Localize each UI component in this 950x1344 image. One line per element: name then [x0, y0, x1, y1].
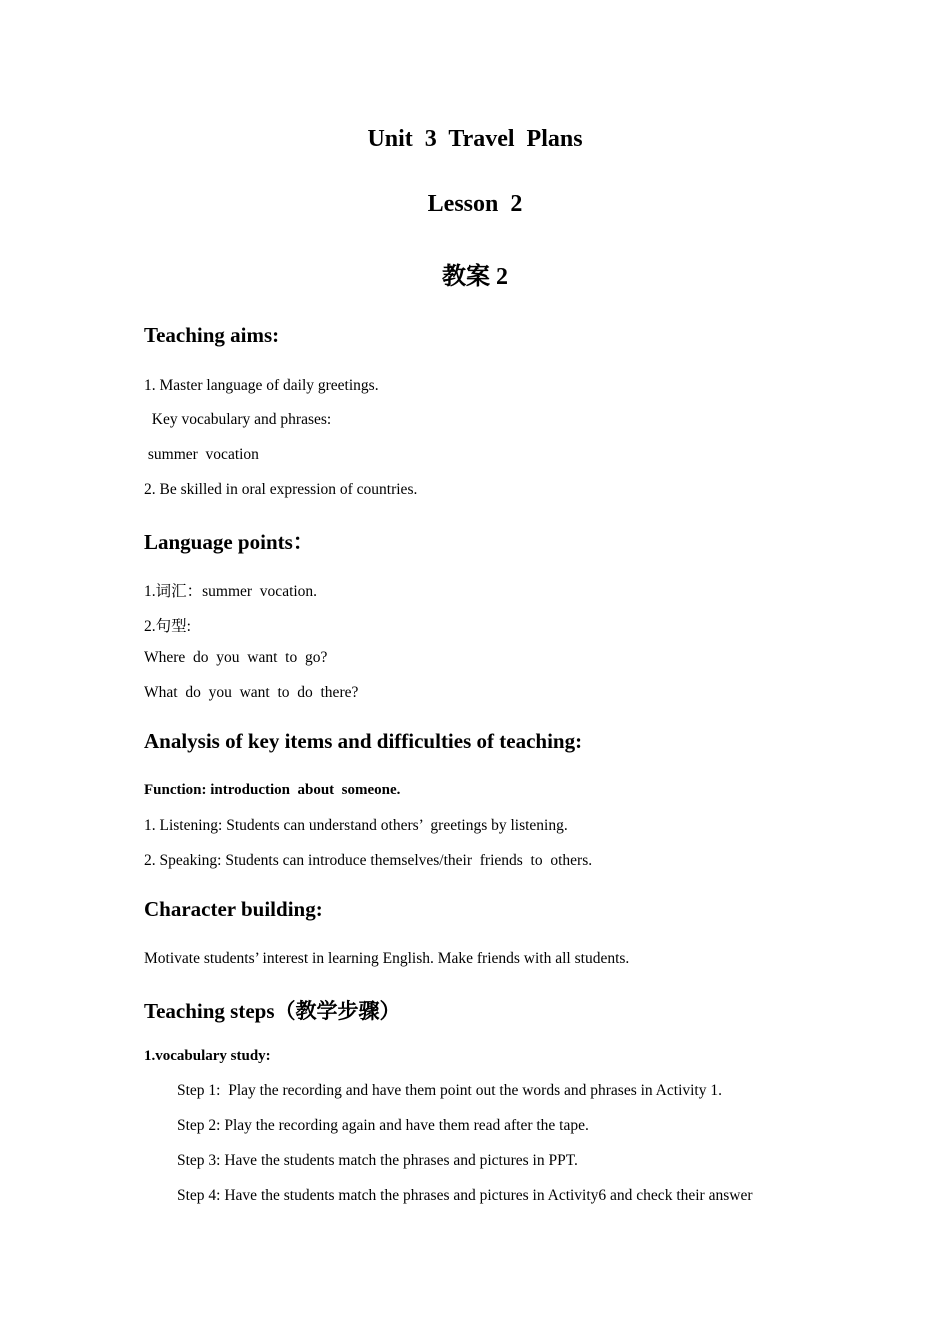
plan-title: 教案 2 [442, 264, 508, 290]
teaching-step: Step 4: Have the students match the phrases and pictures in Activity6 and check their answer [177, 1187, 753, 1204]
character-building-text: Motivate students’ interest in learning English. Make friends with all students. [144, 950, 630, 967]
teaching-step: Step 2: Play the recording again and have them read after the tape. [177, 1117, 589, 1134]
language-point-item: 2.句型: [144, 618, 191, 635]
lesson-title: Lesson 2 [427, 191, 523, 217]
analysis-function: Function: introduction about someone. [144, 782, 401, 798]
language-points-heading: Language points： [144, 530, 314, 554]
language-point-item: Where do you want to go? [144, 649, 328, 666]
teaching-aims-heading: Teaching aims: [144, 323, 280, 347]
analysis-heading: Analysis of key items and difficulties of teaching: [144, 729, 583, 753]
document-title: Unit 3 Travel Plans [367, 126, 583, 152]
teaching-step: Step 1: Play the recording and have them point out the words and phrases in Activity 1. [177, 1082, 722, 1099]
teaching-steps-heading: Teaching steps（教学步骤） [144, 999, 401, 1023]
language-point-item: What do you want to do there? [144, 684, 359, 701]
character-building-heading: Character building: [144, 897, 323, 921]
teaching-aim-item: Key vocabulary and phrases: [144, 411, 332, 428]
vocabulary-study-heading: 1.vocabulary study: [144, 1048, 271, 1064]
teaching-step: Step 3: Have the students match the phrases and pictures in PPT. [177, 1152, 578, 1169]
language-point-item: 1.词汇：summer vocation. [144, 583, 318, 600]
analysis-item: 2. Speaking: Students can introduce themselves/their friends to others. [144, 852, 593, 869]
teaching-aim-item: 2. Be skilled in oral expression of countries. [144, 481, 418, 498]
teaching-aim-item: summer vocation [144, 446, 259, 463]
analysis-item: 1. Listening: Students can understand others’ greetings by listening. [144, 817, 568, 834]
teaching-aim-item: 1. Master language of daily greetings. [144, 377, 379, 394]
